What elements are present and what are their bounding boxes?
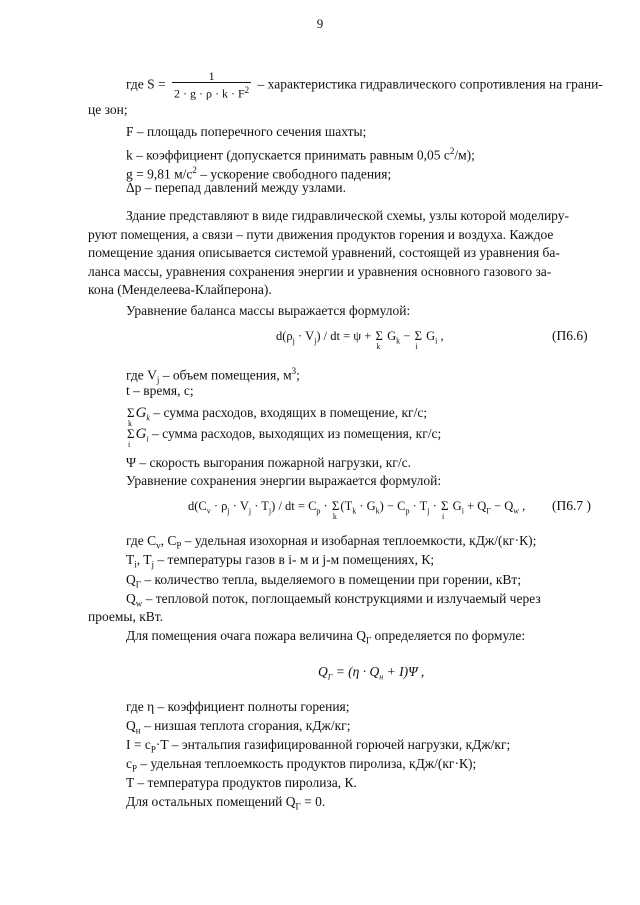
def-vj: где $V_j$ – объем помещения, $м^3$; (126, 366, 300, 386)
paragraph-1-line-5: кона (Менделеева-Клайперона). (88, 282, 272, 297)
def-sum-in: Σ k $G_k$ – сумма расходов, входящих в помещение, кг/с; (127, 405, 428, 428)
def-psi: Ψ – скорость выгорания пожарной нагрузки, кг/с. (126, 455, 411, 470)
s-numerator: 1 (208, 69, 215, 83)
mass-balance-intro: Уравнение баланса массы выражается формулой: (126, 303, 411, 318)
s-fraction (172, 70, 251, 101)
def-cv-cp: где $C_v$, $C_P$ – удельная изохорная и изобарная теплоемкости, кДж/(кг·К); (126, 533, 537, 551)
def-ti-tj: $T_i$, $T_j$ – температуры газов в i- м и j-м помещениях, К; (126, 552, 435, 570)
def-T: T – температура продуктов пиролиза, К. (126, 775, 357, 790)
equation-p66: $d(\rho_j \cdot V_j)$ / dt = ψ + Σ k $G_k - \Sigma$ i $G_i$ , (276, 328, 444, 351)
def-k: k – коэффициент (допускается принимать равным 0,05 $с^2/м$); (126, 146, 475, 163)
where-s: где S = (126, 76, 166, 92)
def-g: g = 9,81 $м/с^2$ – ускорение свободного падения; (126, 165, 392, 182)
sum-k-symbol: Σ k (375, 328, 383, 351)
energy-intro: Уравнение сохранения энергии выражается формулой: (126, 473, 442, 488)
def-qw-cont: проемы, кВт. (88, 609, 164, 624)
fire-intro: Для помещения очага пожара величина $Q_Г$ определяется по формуле: (126, 628, 526, 646)
sum-i-symbol: Σ i (414, 328, 423, 351)
sum-out-symbol: Σ i (127, 426, 135, 449)
s-description: – характеристика гидравлического сопротивления на грани- (257, 76, 603, 92)
def-f: F – площадь поперечного сечения шахты; (126, 124, 367, 139)
sum-in-symbol: Σ k (127, 405, 135, 428)
other-rooms: Для остальных помещений $Q_Г = 0$. (126, 794, 326, 812)
equation-number-p66: (П6.6) (552, 328, 588, 343)
paragraph-1-line-4: ланса массы, уравнения сохранения энергии и уравнения основного газового за- (88, 264, 552, 279)
paragraph-1-line-1: Здание представляют в виде гидравлической схемы, узлы которой моделиру- (126, 208, 569, 223)
page-number: 9 (316, 16, 324, 31)
def-sum-out: Σ i $G_i$ – сумма расходов, выходящих из помещения, кг/с; (127, 426, 442, 449)
paragraph-1-line-2: руют помещения, а связи – пути движения продуктов горения и воздуха. Каждое (88, 227, 554, 242)
s-denominator: $2 \cdot g \cdot \rho \cdot k \cdot F^2$ (172, 82, 251, 101)
def-dp: Δp – перепад давлений между узлами. (126, 180, 346, 195)
equation-qg: $Q_Г = (\eta \cdot Q_н + I)\Psi$ , (318, 664, 425, 682)
def-cp: $c_P$ – удельная теплоемкость продуктов пиролиза, кДж/(кг·К); (126, 756, 477, 774)
def-i: $I = c_P\cdot T$ – энтальпия газифицированной горючей нагрузки, кДж/кг; (126, 737, 511, 755)
equation-p67: $d(C_v \cdot \rho_j \cdot V_j \cdot T_j)$ / dt = $C_p \cdot \Sigma$ k $(T_k \cdot G_k) - C_p \cdot T_j \cdot \Sigma$ i $G_i + Q_Г - Q_w$ , (188, 498, 526, 521)
s-formula-line (126, 70, 603, 101)
paragraph-1-line-3: помещение здания описывается системой уравнений, состоящей из уравнения ба- (88, 245, 560, 260)
def-qw: $Q_w$ – тепловой поток, поглощаемый конструкциями и излучаемый через (126, 591, 541, 609)
def-qg: $Q_Г$ – количество тепла, выделяемого в помещении при горении, кВт; (126, 572, 522, 590)
s-continuation: це зон; (88, 102, 128, 117)
equation-number-p67: (П6.7 ) (552, 498, 591, 513)
def-t: t – время, с; (126, 383, 194, 398)
def-qn: $Q_н$ – низшая теплота сгорания, кДж/кг; (126, 718, 351, 736)
def-eta: где η – коэффициент полноты горения; (126, 699, 350, 714)
